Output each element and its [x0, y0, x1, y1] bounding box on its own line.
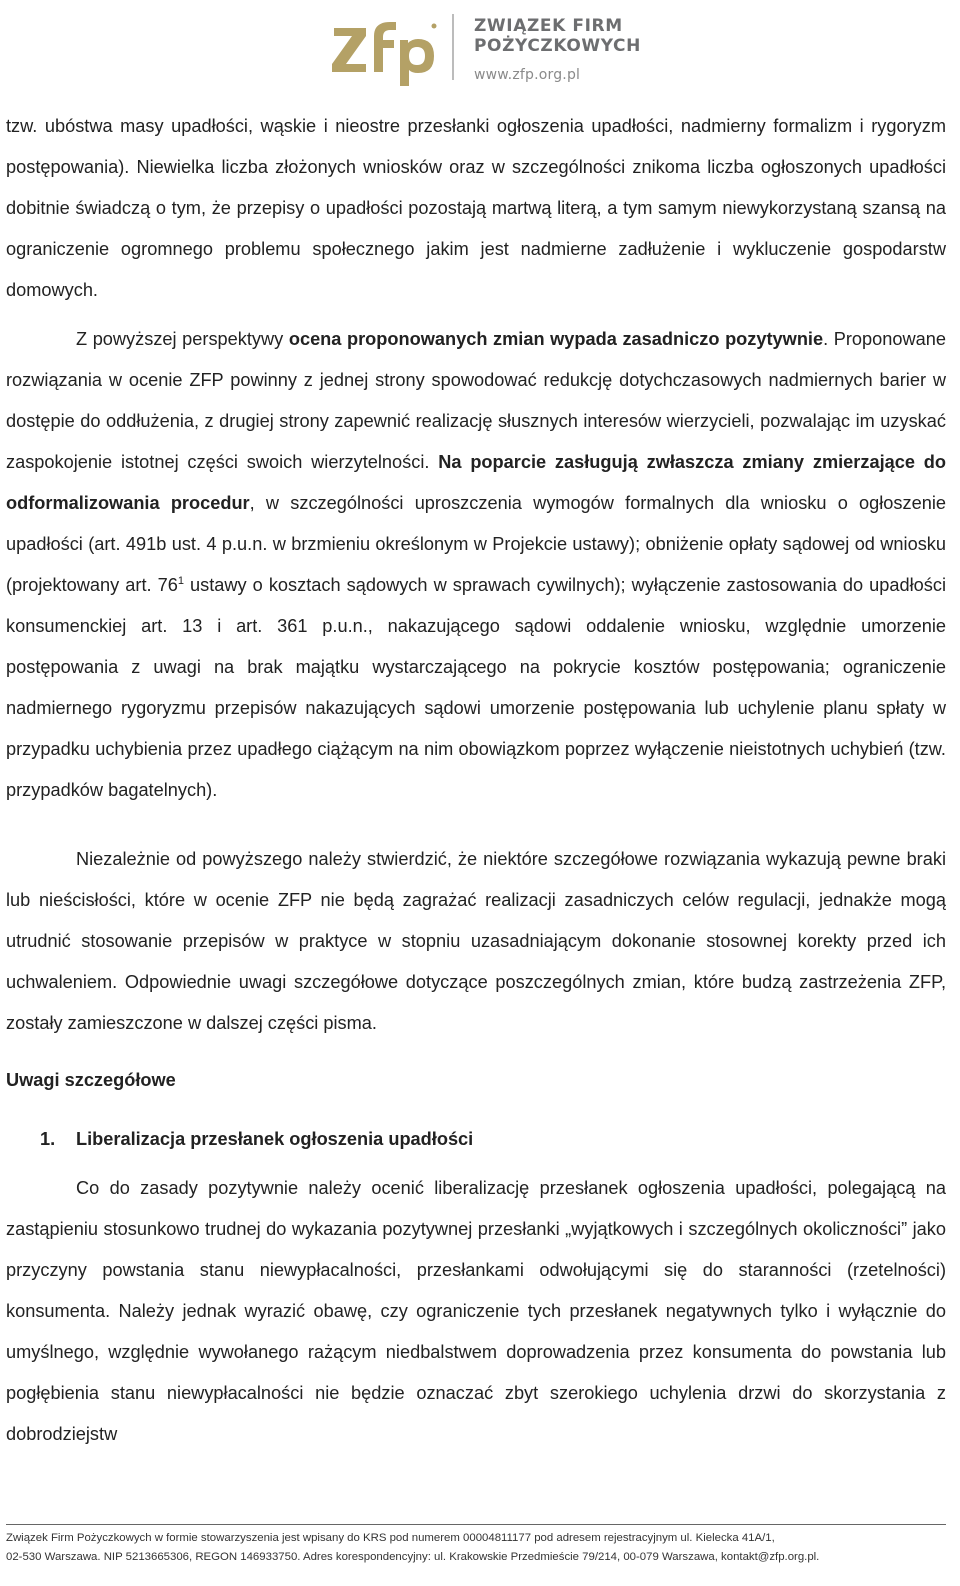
- paragraph-1: tzw. ubóstwa masy upadłości, wąskie i nieostre przesłanki ogłoszenia upadłości, nadmierny formalizm i rygoryzm postępowania). Niewielka liczba złożonych wniosków oraz w szczególności znikoma liczba ogłoszonych upadłości dobitnie świadczą o tym, że przepisy o upadłości pozostają martwą literą, a tym samym niewykorzystaną szansą na ograniczenie ogromnego problemu społecznego jakim jest nadmierne zadłużenie i wykluczenie gospodarstw domowych.: [6, 116, 946, 300]
- paragraph-2-intro: Z powyższej perspektywy: [76, 329, 289, 349]
- org-name-line2: POŻYCZKOWYCH: [474, 36, 641, 56]
- paragraph-3: Niezależnie od powyższego należy stwierdzić, że niektóre szczegółowe rozwiązania wykazują pewne braki lub nieścisłości, które w ocenie ZFP nie będą zagrażać realizacji zasadniczych celów regulacji, jednakże mogą utrudnić stosowanie przepisów w praktyce w stopniu uzasadniającym dokonanie stosownej korekty przed ich uchwaleniem. Odpowiednie uwagi szczegółowe dotyczące poszczególnych zmian, które budzą zastrzeżenia ZFP, zostały zamieszczone w dalszej części pisma.: [6, 849, 946, 1033]
- numbered-heading-number: 1.: [40, 1129, 56, 1149]
- org-name-line1: ZWIĄZEK FIRM: [474, 16, 623, 36]
- org-url: www.zfp.org.pl: [474, 67, 581, 83]
- logo-divider: [452, 14, 454, 80]
- document-body: [6, 106, 946, 1455]
- page-footer: [6, 1524, 946, 1567]
- logo-text: [474, 18, 641, 82]
- paragraph-2-mid-1: . Proponowane rozwiązania w ocenie ZFP powinny z jednej strony spowodować redukcję dotychczasowych nadmiernych barier w dostępie do oddłużenia, z drugiej strony zapewnić realizację słusznych interesów wierzycieli, pozwalając im uzyskać zaspokojenie istotnej części swoich wierzytelności.: [6, 329, 946, 472]
- numbered-heading: [6, 1119, 946, 1160]
- paragraph-2: [6, 319, 946, 811]
- paragraph-4: Co do zasady pozytywnie należy ocenić liberalizację przesłanek ogłoszenia upadłości, polegającą na zastąpieniu stosunkowo trudnej do wykazania pozytywnej przesłanki „wyjątkowych i szczególnych okoliczności” jako przyczyny powstania stanu niewypłacalności, przesłankami odwołującymi się do staranności (rzetelności) konsumenta. Należy jednak wyrazić obawę, czy ograniczenie tych przesłanek negatywnych tylko i wyłącznie do umyślnego, względnie wywołanego rażącym niedbalstwem doprowadzenia przez konsumenta do powstania lub pogłębienia stanu niewypłacalności nie będzie oznaczać zbyt szerokiego uchylenia drzwi do skorzystania z dobrodziejstw: [6, 1178, 946, 1444]
- footnote-superscript: 1: [177, 574, 184, 587]
- zfp-logo-icon: [330, 8, 440, 88]
- paragraph-2-mid-2: , w szczególności uproszczenia wymogów formalnych dla wniosku o ogłoszenie upadłości (art. 491b ust. 4 p.u.n. w brzmieniu określonym w Projekcie ustawy); obniżenie opłaty sądowej od wniosku (projektowany art. 76: [6, 493, 946, 595]
- section-heading: Uwagi szczegółowe: [6, 1070, 176, 1090]
- paragraph-2-bold-2: Na poparcie zasługują zwłaszcza zmiany zmierzające do odformalizowania procedur: [6, 452, 947, 513]
- footer-line-1: Związek Firm Pożyczkowych w formie stowarzyszenia jest wpisany do KRS pod numerem 00004811177 pod adresem rejestracyjnym ul. Kielecka 41A/1,: [6, 1532, 775, 1544]
- paragraph-2-bold-1: ocena proponowanych zmian wypada zasadniczo pozytywnie: [288, 329, 824, 349]
- letterhead: [0, 8, 960, 92]
- footer-line-2: 02-530 Warszawa. NIP 5213665306, REGON 146933750. Adres korespondencyjny: ul. Krakowskie Przedmieście 79/214, 00-079 Warszawa, kontakt@zfp.org.pl.: [6, 1551, 820, 1563]
- numbered-heading-text: Liberalizacja przesłanek ogłoszenia upadłości: [76, 1129, 474, 1149]
- paragraph-2-end: ustawy o kosztach sądowych w sprawach cywilnych); wyłączenie zastosowania do upadłości konsumenckiej art. 13 i art. 361 p.u.n., nakazującego sądowi oddalenie wniosku, względnie umorzenie postępowania z uwagi na brak majątku wystarczającego na pokrycie kosztów postępowania; ograniczenie nadmiernego rygoryzmu przepisów nakazujących sądowi umorzenie postępowania lub uchylenie planu spłaty w przypadku uchybienia przez upadłego ciążącym na nim obowiązkom poprzez wyłączenie nieistotnych uchybień (tzw. przypadków bagatelnych).: [6, 575, 946, 800]
